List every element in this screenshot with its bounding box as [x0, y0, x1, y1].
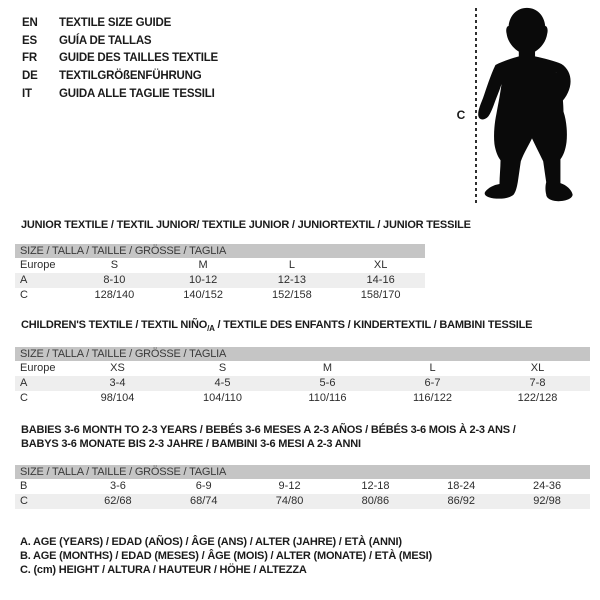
size-cell: XS [110, 362, 125, 374]
size-cell: 7-8 [529, 377, 546, 389]
size-table-children [15, 347, 590, 406]
size-header-bar: SIZE / TALLA / TAILLE / GRÖSSE / TAGLIA [15, 465, 590, 479]
size-cell: L [288, 259, 295, 271]
section-title-subscript: /A [207, 324, 215, 334]
size-cell: 3-4 [109, 377, 126, 389]
language-row [22, 86, 218, 104]
baby-silhouette [466, 5, 598, 205]
size-header-bar: SIZE / TALLA / TAILLE / GRÖSSE / TAGLIA [15, 244, 425, 258]
size-cell: 80/86 [361, 495, 390, 507]
section-title-text: / TEXTILE DES ENFANTS / KINDERTEXTIL / BAMBINI TESSILE [214, 319, 533, 331]
size-cell: 140/152 [183, 289, 223, 301]
size-cell: 116/122 [413, 392, 452, 404]
section-title-children [21, 319, 532, 336]
size-cell: 18-24 [447, 480, 476, 492]
size-cell: 12-18 [361, 480, 390, 492]
baby-silhouette-shape [478, 8, 572, 201]
language-title: GUÍA DE TALLAS [59, 34, 152, 47]
table-row [15, 376, 590, 391]
size-cell: XL [373, 259, 388, 271]
size-cell: 4-5 [214, 377, 231, 389]
table-row [15, 391, 590, 406]
language-title: TEXTILE SIZE GUIDE [59, 17, 172, 29]
size-table-babies [15, 465, 590, 509]
language-code: DE [22, 70, 38, 83]
size-cell: M [198, 259, 208, 271]
section-title-text: CHILDREN'S TEXTILE / TEXTIL NIÑO [21, 319, 208, 331]
row-label: A [20, 377, 28, 389]
size-cell: 9-12 [278, 480, 301, 492]
size-cell: 158/170 [360, 289, 401, 301]
size-cell: 68/74 [189, 495, 218, 507]
legend-line: C. (cm) HEIGHT / ALTURA / HAUTEUR / HÖHE / ALTEZZA [20, 564, 307, 576]
section-title-line: BABIES 3-6 MONTH TO 2-3 YEARS / BEBÉS 3-6 MESES A 2-3 AÑOS / BÉBÉS 3-6 MOIS À 2-3 ANS / [21, 424, 516, 436]
size-cell: 104/110 [203, 392, 242, 404]
language-title: GUIDE DES TAILLES TEXTILE [59, 52, 218, 65]
size-cell: 122/128 [517, 392, 558, 404]
size-cell: 3-6 [109, 480, 126, 492]
size-cell: 86/92 [447, 495, 475, 507]
language-code: EN [22, 17, 38, 29]
size-cell: XL [530, 362, 545, 374]
table-row [15, 288, 425, 303]
row-label: A [20, 274, 28, 286]
size-cell: S [110, 259, 119, 271]
section-title-junior: JUNIOR TEXTILE / TEXTIL JUNIOR/ TEXTILE JUNIOR / JUNIORTEXTIL / JUNIOR TESSILE [21, 219, 471, 231]
size-cell: 98/104 [100, 392, 135, 404]
size-cell: 8-10 [103, 274, 126, 286]
language-title-list [22, 15, 218, 104]
row-label: B [20, 480, 28, 492]
section-title-line: BABYS 3-6 MONATE BIS 2-3 JAHRE / BAMBINI 3-6 MESI A 2-3 ANNI [21, 437, 361, 450]
row-label: Europe [20, 362, 56, 374]
size-table-junior [15, 244, 425, 303]
language-row [22, 15, 218, 33]
size-cell: M [322, 362, 333, 374]
size-cell: 152/158 [271, 289, 312, 301]
row-label: C [20, 495, 28, 507]
language-code: IT [22, 87, 32, 100]
size-cell: 24-36 [532, 480, 562, 492]
size-cell: 6-9 [195, 480, 212, 492]
size-cell: 128/140 [94, 289, 135, 301]
legend-line: A. AGE (YEARS) / EDAD (AÑOS) / ÂGE (ANS) / ALTER (JAHRE) / ETÀ (ANNI) [20, 536, 402, 548]
row-label: C [20, 392, 28, 404]
language-row [22, 68, 218, 86]
language-title: TEXTILGRÖßENFÜHRUNG [59, 70, 202, 83]
size-cell: 5-6 [319, 377, 336, 389]
size-header-bar: SIZE / TALLA / TAILLE / GRÖSSE / TAGLIA [15, 347, 590, 361]
table-row [15, 361, 590, 376]
table-row [15, 494, 590, 509]
language-row [22, 50, 218, 68]
language-title: GUIDA ALLE TAGLIE TESSILI [59, 87, 215, 100]
size-cell: S [218, 362, 227, 374]
size-cell: 74/80 [275, 495, 304, 507]
language-code: FR [22, 52, 37, 65]
row-label: Europe [20, 259, 56, 271]
height-measure-label: C [456, 108, 466, 122]
legend [20, 535, 432, 577]
size-cell: L [429, 362, 436, 374]
size-cell: 14-16 [366, 274, 395, 286]
table-row [15, 258, 425, 273]
section-title-babies [21, 424, 516, 451]
table-row [15, 479, 590, 494]
size-cell: 62/68 [104, 495, 132, 507]
table-row [15, 273, 425, 288]
size-cell: 110/116 [308, 392, 347, 404]
size-cell: 6-7 [424, 377, 441, 389]
size-cell: 92/98 [533, 495, 561, 507]
size-cell: 12-13 [277, 274, 306, 286]
language-row [22, 33, 218, 51]
language-code: ES [22, 34, 37, 47]
size-cell: 10-12 [189, 274, 218, 286]
row-label: C [20, 289, 28, 301]
legend-line: B. AGE (MONTHS) / EDAD (MESES) / ÂGE (MOIS) / ALTER (MONATE) / ETÀ (MESI) [20, 550, 432, 562]
